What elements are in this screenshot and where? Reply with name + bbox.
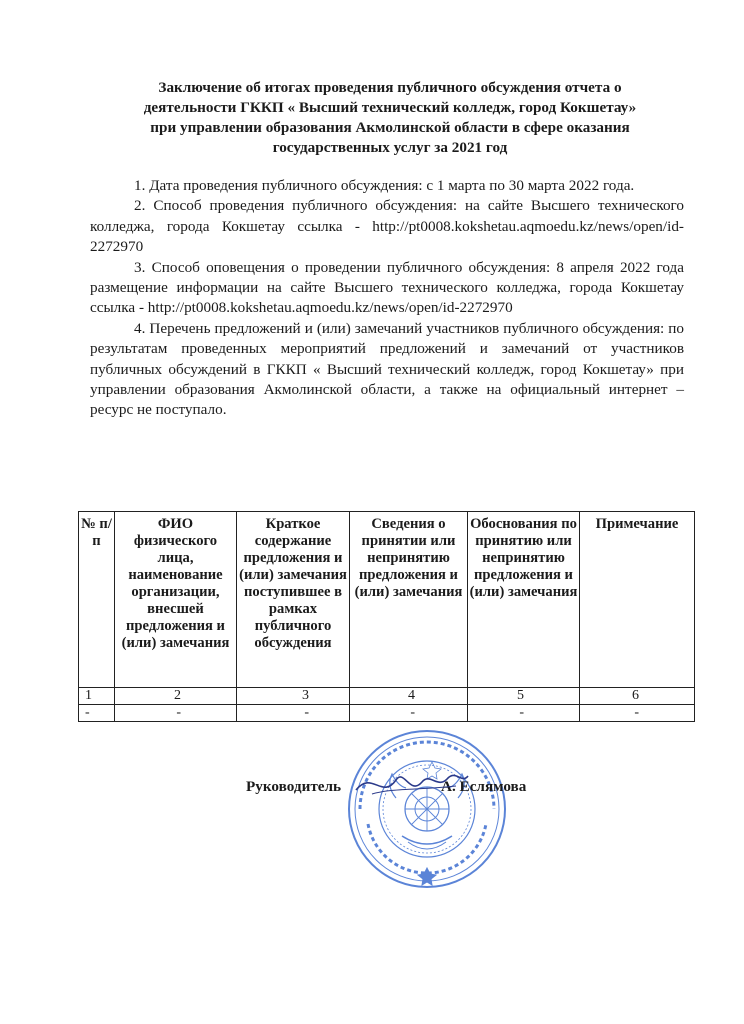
title-line: при управлении образования Акмолинской области в сфере оказания [150, 119, 630, 136]
table-row [79, 688, 695, 705]
paragraph-notification: 3. Способ оповещения о проведении публичного обсуждения: 8 апреля 2022 года размещение информации на сайте Высшего технического колледжа, города Кокшетау ссылка - http://pt0008.kokshetau.aqmoedu.kz/news/open/id-2272970 [90, 258, 684, 317]
paragraph-proposals: 4. Перечень предложений и (или) замечаний участников публичного обсуждения: по результатам проведенных мероприятий предложений и замечаний от участников публичных обсуждений в ГККП « Высший технический колледж, город Кокшетау» при управлении образования Акмолинской области, а также на официальный интернет – ресурс не поступало. [90, 319, 684, 419]
table-cell: 5 [468, 688, 580, 705]
header-acceptance: Сведения о принятии или непринятию предложения и (или) замечания [350, 512, 468, 688]
paragraph-method: 2. Способ проведения публичного обсуждения: на сайте Высшего технического колледжа, города Кокшетау ссылка - http://pt0008.kokshetau.aqmoedu.kz/news/open/id-2272970 [90, 197, 684, 256]
table-cell: 4 [350, 688, 468, 705]
header-number: № п/п [79, 512, 115, 688]
handwritten-signature [352, 760, 472, 806]
table-cell: - [350, 705, 468, 722]
table-header-row [79, 512, 695, 688]
header-person: ФИО физического лица, наименование организации, внесшей предложения и (или) замечания [115, 512, 237, 688]
official-seal-stamp [346, 728, 508, 890]
title-line: Заключение об итогах проведения публичного обсуждения отчета о [158, 79, 622, 96]
signature-role: Руководитель [246, 778, 342, 795]
table-cell: 6 [580, 688, 695, 705]
table-cell: - [79, 705, 115, 722]
signature-name: А. Еслямова [441, 778, 527, 795]
header-content: Краткое содержание предложения и (или) замечания поступившее в рамках публичного обсуждения [237, 512, 350, 688]
document-body [90, 176, 684, 421]
table-cell: 2 [115, 688, 237, 705]
proposals-table [78, 511, 695, 722]
table-cell: - [580, 705, 695, 722]
header-note: Примечание [580, 512, 695, 688]
title-line: государственных услуг за 2021 год [272, 139, 508, 156]
table-cell: - [468, 705, 580, 722]
table-row [79, 705, 695, 722]
table-cell: - [237, 705, 350, 722]
paragraph-date: 1. Дата проведения публичного обсуждения: с 1 марта по 30 марта 2022 года. [134, 177, 635, 194]
title-line: деятельности ГККП « Высший технический колледж, город Кокшетау» [143, 99, 637, 116]
header-justification: Обоснования по принятию или непринятию предложения и (или) замечания [468, 512, 580, 688]
table-cell: 1 [79, 688, 115, 705]
table-cell: 3 [237, 688, 350, 705]
document-title [90, 78, 690, 158]
table-cell: - [115, 705, 237, 722]
